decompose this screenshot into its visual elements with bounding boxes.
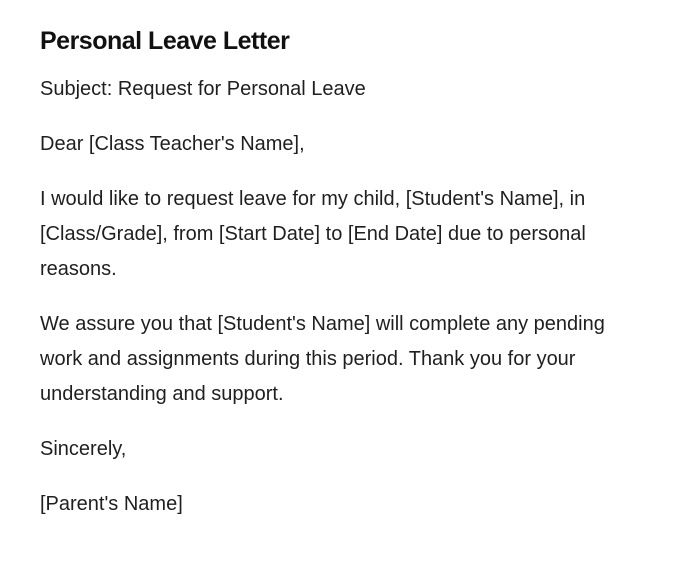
letter-subject: Subject: Request for Personal Leave bbox=[40, 78, 366, 100]
letter-body-paragraph-2: We assure you that [Student's Name] will complete any pending work and assignments during this period. Thank you for your understanding and support. bbox=[40, 313, 605, 405]
letter-signature: [Parent's Name] bbox=[40, 493, 183, 515]
letter-document bbox=[40, 24, 640, 542]
letter-closing: Sincerely, bbox=[40, 438, 127, 460]
letter-body-paragraph-1: I would like to request leave for my child, [Student's Name], in [Class/Grade], from [Start Date] to [End Date] due to personal reasons. bbox=[40, 188, 586, 280]
letter-title: Personal Leave Letter bbox=[40, 27, 290, 55]
letter-salutation: Dear [Class Teacher's Name], bbox=[40, 133, 305, 155]
